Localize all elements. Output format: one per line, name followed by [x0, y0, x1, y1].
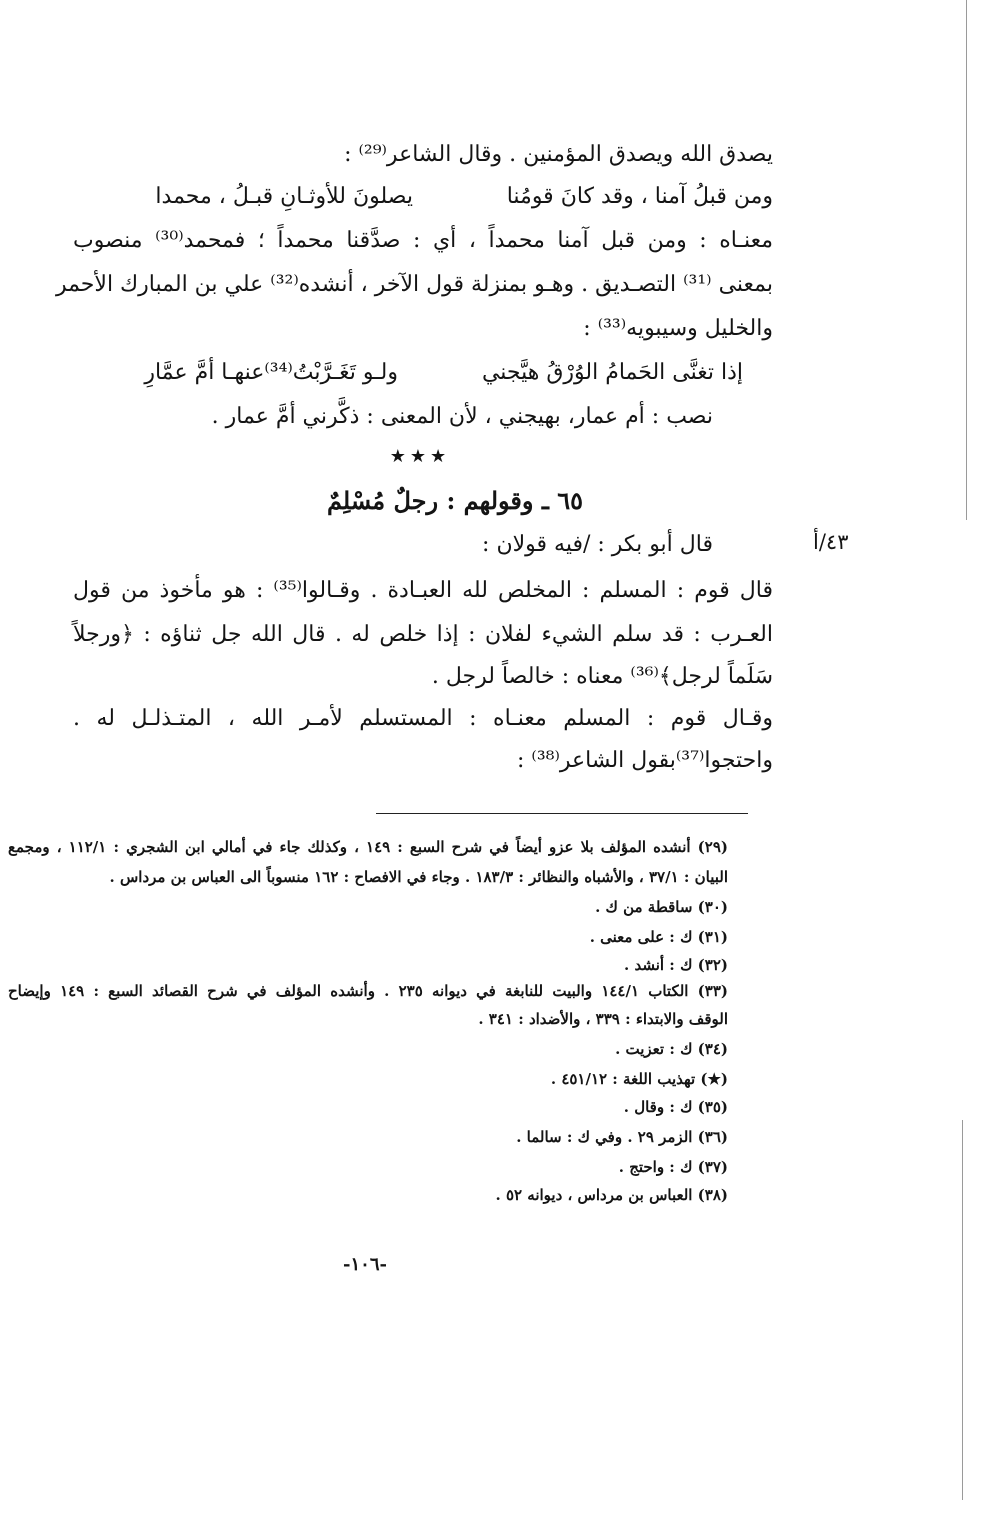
- verse-1-second-half: يصلونَ للأوثـانِ قبـلُ ، محمدا: [155, 184, 413, 209]
- section-divider-stars: ★★★: [389, 446, 451, 467]
- footnote-37: (٣٧) ك : واحتج .: [618, 1158, 728, 1176]
- footnote-29-line-1: (٢٩) أنشده المؤلف بلا عزو أيضاً في شرح السبع : ١٤٩ ، وكذلك جاء في أمالي ابن الشجري : ١١٢/١ ، ومجمع: [8, 838, 729, 856]
- section-heading: ٦٥ ـ وقولهم : رجلٌ مُسْلِمٌ: [326, 486, 583, 515]
- body-line-13: وقـال قوم : المسلم معنـاه : المستسلم لأمـر الله ، المتـذلـل له .: [73, 706, 773, 731]
- body-line-1: يصدق الله ويصدق المؤمنين . وقال الشاعر⁽²⁹⁾ :: [344, 142, 773, 167]
- scan-edge-right: [966, 0, 967, 520]
- scan-edge-right-lower: [962, 1120, 963, 1500]
- verse-2-first-half: إذا تغنَّى الحَمامُ الوُرْقُ هيَّجني: [481, 360, 743, 385]
- body-line-10: قال قوم : المسلم : المخلص لله العبـادة . وقـالوا⁽³⁵⁾ : هو مأخوذ من قول: [73, 578, 773, 603]
- footnote-29-line-2: البيان : ٣٧/١ ، والأشباه والنظائر : ١٨٣/٣ . وجاء في الافصاح : ١٦٢ منسوباً الى العباس بن مرداس .: [109, 868, 728, 886]
- verse-2-second-half: ولـو تَغَـرَّبْتُ⁽³⁴⁾عنهـا أمَّ عمَّارِ: [144, 360, 398, 385]
- footnote-31: (٣١) ك : على معنى .: [589, 928, 728, 946]
- footnote-38: (٣٨) العباس بن مرداس ، ديوانه ٥٢ .: [495, 1186, 728, 1204]
- body-line-9: قال أبو بكر : /فيه قولان :: [482, 532, 713, 557]
- body-line-12: سَلَماً لرجل﴾⁽³⁶⁾ معناه : خالصاً لرجل .: [431, 664, 773, 689]
- body-line-11: العـرب : قد سلم الشيء لفلان : إذا خلص له . قال الله جل ثناؤه : ﴿ورجلاً: [73, 622, 773, 647]
- body-line-5: والخليل وسيبويه⁽³³⁾ :: [583, 316, 773, 341]
- verse-1-first-half: ومن قبلُ آمنا ، وقد كانَ قومُنا: [506, 184, 773, 209]
- footnote-33-line-1: (٣٣) الكتاب ١٤٤/١ والبيت للنابغة في ديوانه ٢٣٥ . وأنشده المؤلف في شرح القصائد السبع : ١٤٩ وإيضاح: [8, 982, 729, 1000]
- body-line-4: بمعنى ⁽³¹⁾ التصـديق . وهـو بمنزلة قول الآخر ، أنشده⁽³²⁾ علي بن المبارك الأحمر: [55, 272, 773, 297]
- manuscript-folio-note: ٤٣/أ: [813, 530, 849, 554]
- footnote-33-line-2: الوقف والابتداء : ٣٣٩ ، والأضداد : ٣٤١ .: [478, 1010, 728, 1028]
- footnote-35: (٣٥) ك : وقال .: [623, 1098, 728, 1116]
- body-line-14: واحتجوا⁽³⁷⁾بقول الشاعر⁽³⁸⁾ :: [517, 748, 773, 773]
- footnote-separator: [376, 813, 748, 814]
- footnote-32: (٣٢) ك : أنشد .: [624, 956, 728, 974]
- footnote-star: (★) تهذيب اللغة : ٤٥١/١٢ .: [550, 1070, 728, 1088]
- body-line-7: نصب : أم عمار، بهيجني ، لأن المعنى : ذكَّرني أمَّ عمار .: [211, 404, 713, 429]
- page-number: -١٠٦-: [343, 1254, 387, 1275]
- footnote-34: (٣٤) ك : تعزيت .: [615, 1040, 728, 1058]
- footnote-36: (٣٦) الزمر ٢٩ . وفي ك : سالما .: [516, 1128, 728, 1146]
- footnote-30: (٣٠) ساقطة من ك .: [595, 898, 728, 916]
- body-line-3: معنـاه : ومن قبل آمنا محمداً ، أي : صدَّقنا محمداً ؛ فمحمد⁽³⁰⁾ منصوب: [73, 228, 773, 253]
